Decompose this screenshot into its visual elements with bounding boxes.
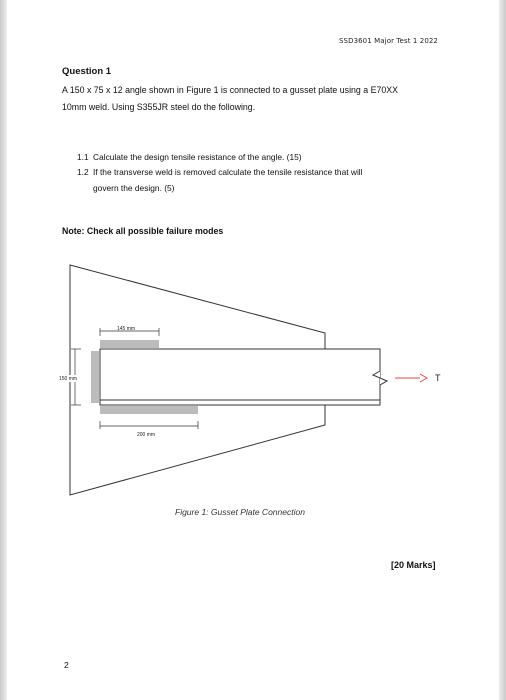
top-longitudinal-weld (100, 340, 159, 348)
note-text: Note: Check all possible failure modes (62, 226, 224, 236)
question-body-line-1: A 150 x 75 x 12 angle shown in Figure 1 is connected to a gusset plate using a E70XX (62, 85, 398, 95)
question-body (62, 82, 447, 115)
tension-arrow (395, 374, 427, 382)
gusset-plate-figure (55, 255, 455, 505)
dimension-left (58, 349, 88, 405)
total-marks: [20 Marks] (391, 560, 436, 570)
question-item-1-2 (77, 165, 447, 196)
tension-label: T (435, 373, 441, 383)
dimension-bottom (100, 421, 198, 438)
page-number: 2 (64, 660, 69, 670)
item-text: Calculate the design tensile resistance of the angle. (15) (93, 152, 302, 162)
transverse-weld (91, 351, 99, 403)
page-left-edge (0, 0, 7, 700)
dimension-top-label: 145 mm (117, 326, 136, 332)
page-right-edge (499, 0, 506, 700)
dimension-bottom-label: 200 mm (137, 432, 156, 438)
question-body-line-2: 10mm weld. Using S355JR steel do the following. (62, 101, 256, 112)
item-text: If the transverse weld is removed calculate the tensile resistance that will (93, 167, 363, 177)
item-number: 1.1 (77, 152, 89, 162)
dimension-left-label: 150 mm (59, 376, 78, 382)
angle-member (100, 349, 380, 405)
bottom-longitudinal-weld (100, 406, 198, 414)
dimension-top (100, 326, 159, 336)
question-item-1-1 (77, 150, 302, 166)
question-title: Question 1 (62, 66, 112, 77)
item-number: 1.2 (77, 167, 89, 177)
page-header: SSD3601 Major Test 1 2022 (339, 37, 438, 45)
item-text-continued: govern the design. (5) (93, 182, 175, 193)
figure-caption: Figure 1: Gusset Plate Connection (175, 507, 305, 517)
